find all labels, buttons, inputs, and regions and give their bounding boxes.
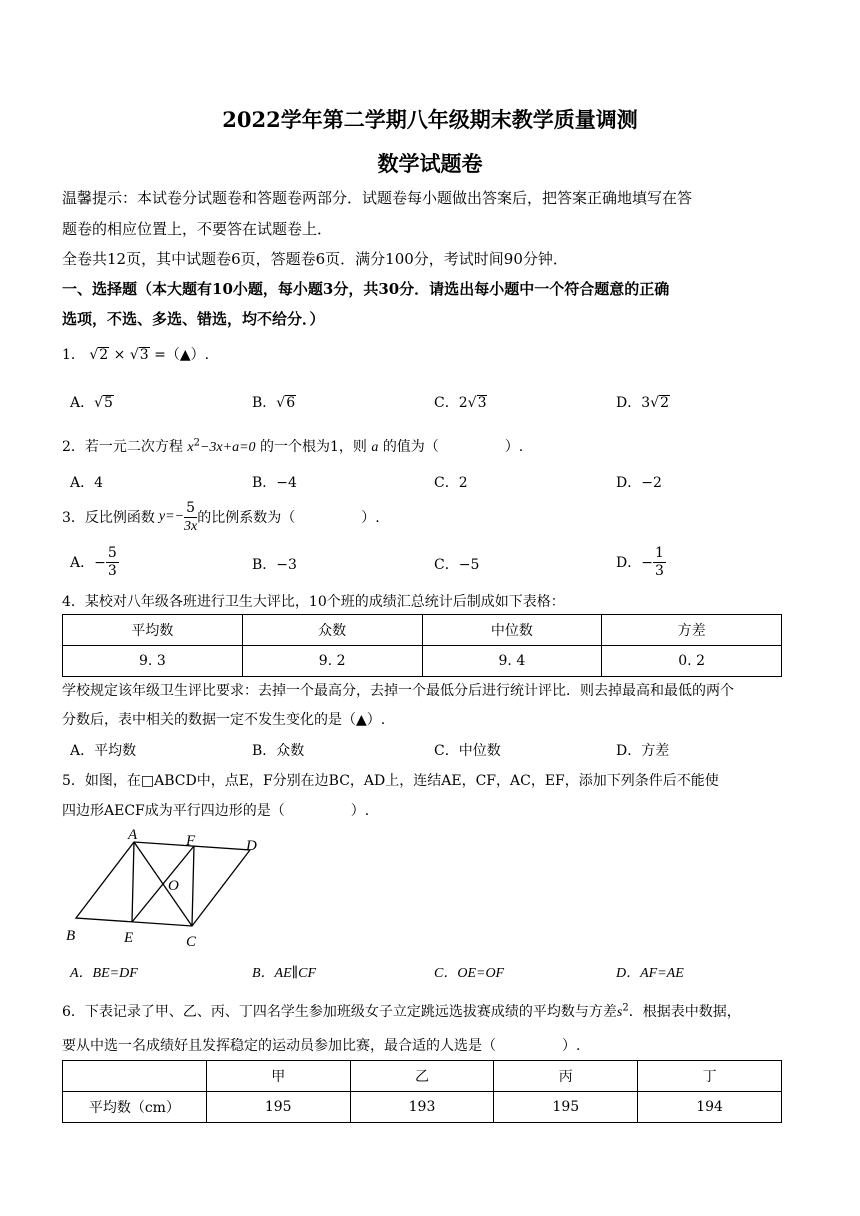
- table-header-cell: [63, 1061, 207, 1092]
- q2-eq-exponent: 2: [193, 437, 200, 449]
- table-cell: 9. 4: [422, 646, 602, 677]
- table-header-row: [63, 1061, 782, 1092]
- fraction-numerator: 5: [107, 544, 117, 561]
- option-label: A．: [70, 395, 95, 411]
- q3-text-a: 反比例函数: [84, 510, 155, 526]
- q2-text-b: 的一个根为1，则: [259, 439, 367, 455]
- q2-number: 2．: [62, 439, 85, 455]
- option-label: B．: [252, 395, 277, 411]
- label-e: E: [124, 930, 134, 946]
- label-d: D: [246, 838, 257, 854]
- q2-close: ）.: [504, 439, 524, 455]
- option-radicand: 5: [104, 395, 113, 411]
- tip-line-1: 温馨提示：本试卷分试题卷和答题卷两部分．试题卷每小题做出答案后，把答案正确地填写在答: [62, 189, 693, 207]
- q1-option-a: A．√5: [70, 395, 113, 411]
- q3-option-b: B．−3: [252, 557, 297, 573]
- fraction-denominator: 3: [107, 562, 117, 579]
- tip-line-2: 题卷的相应位置上，不要答在试题卷上．: [62, 220, 333, 238]
- q5-option-d: D．AF=AE: [616, 966, 684, 981]
- section-heading-line-2: 选项，不选、多选、错选，均不给分．）: [62, 310, 325, 328]
- parallelogram-figure: [60, 828, 280, 952]
- q2-option-b: B．−4: [252, 475, 297, 491]
- q1-option-b: B．√6: [252, 395, 296, 411]
- q4-stats-table: [62, 614, 782, 677]
- q5-option-b: B．AE∥CF: [252, 966, 317, 981]
- option-radicand: 6: [286, 395, 296, 411]
- table-header-cell: 平均数: [63, 615, 243, 646]
- fraction-denominator: 3: [654, 562, 664, 579]
- label-b: B: [66, 928, 76, 944]
- q4-rule-line-2: 分数后，表中相关的数据一定不发生变化的是（▲）.: [62, 712, 386, 728]
- q6-line-1-text-b: ．根据表中数据，: [628, 1004, 741, 1020]
- table-header-cell: 乙: [350, 1061, 494, 1092]
- q4-option-c: C．中位数: [434, 743, 501, 759]
- segment-ef: [132, 846, 194, 922]
- q2-text-c: 的值为（: [382, 439, 439, 455]
- q1-radicand-b: 3: [139, 347, 149, 363]
- question-3: [62, 499, 380, 535]
- q1-times: ×: [113, 347, 126, 363]
- q3-fraction: [184, 500, 197, 535]
- option-label: A．−: [70, 555, 106, 571]
- q5-option-c: C．OE=OF: [434, 966, 505, 981]
- q5-option-a: A．BE=DF: [70, 966, 138, 981]
- option-label: C．: [434, 395, 459, 411]
- table-cell: 195: [494, 1092, 638, 1123]
- q3-lhs: y=−: [158, 509, 185, 524]
- q6-variance-symbol: s: [616, 1005, 623, 1020]
- label-a: A: [128, 828, 138, 843]
- question-6-line-2: [62, 1035, 580, 1055]
- table-cell: 9. 2: [242, 646, 422, 677]
- q5-close: ）.: [350, 803, 370, 819]
- q2-option-d: D．−2: [616, 475, 662, 491]
- question-5-line-1: 5．如图，在□ABCD中，点E，F分别在边BC，AD上，连结AE，CF，AC，EF，添加下列条件后不能使: [62, 773, 719, 789]
- option-fraction: [106, 545, 119, 580]
- q6-close: ）.: [562, 1038, 581, 1054]
- question-2: [62, 436, 523, 456]
- option-coef: 3: [641, 395, 651, 411]
- table-cell: 194: [638, 1092, 782, 1123]
- q2-var-a: a: [371, 440, 379, 455]
- table-cell: 193: [350, 1092, 494, 1123]
- option-coef: 2: [458, 395, 468, 411]
- exam-title: 2022学年第二学期八年级期末教学质量调测: [222, 107, 638, 132]
- q3-option-a: [70, 544, 119, 580]
- q3-fraction-numerator: 5: [186, 499, 196, 516]
- q5-line-2-text: 四边形AECF成为平行四边形的是（: [62, 803, 285, 819]
- q1-radicand-a: 2: [99, 347, 109, 363]
- table-row-label: 平均数（cm）: [63, 1092, 207, 1123]
- q2-eq-x: x: [187, 440, 194, 455]
- q2-option-a: A．4: [70, 475, 104, 491]
- q4-option-a: A．平均数: [70, 743, 137, 759]
- question-4: 4．某校对八年级各班进行卫生大评比，10个班的成绩汇总统计后制成如下表格：: [62, 594, 565, 610]
- table-header-cell: 甲: [206, 1061, 350, 1092]
- table-cell: 9. 3: [63, 646, 243, 677]
- option-fraction: [653, 545, 666, 580]
- q3-close: ）.: [361, 510, 380, 526]
- exam-info: 全卷共12页，其中试题卷6页，答题卷6页．满分100分，考试时间90分钟．: [62, 250, 568, 268]
- q3-number: 3．: [62, 510, 85, 526]
- label-c: C: [186, 934, 197, 950]
- question-1: 1． √2 × √3 =（▲）.: [62, 347, 210, 363]
- q3-option-d: [616, 544, 666, 580]
- q1-option-c: C．2√3: [434, 395, 487, 411]
- segment-cf: [192, 846, 194, 926]
- q1-number: 1．: [62, 347, 85, 363]
- fraction-numerator: 1: [654, 544, 664, 561]
- table-cell: 0. 2: [602, 646, 782, 677]
- label-f: F: [186, 833, 196, 849]
- q6-variance-exponent: 2: [622, 1002, 629, 1014]
- option-label: D．−: [616, 555, 653, 571]
- q4-option-d: D．方差: [616, 743, 670, 759]
- q3-text-b: 的比例系数为（: [197, 510, 296, 526]
- q1-option-d: D．3√2: [616, 395, 669, 411]
- table-header-cell: 丁: [638, 1061, 782, 1092]
- q1-tail: =（▲）.: [154, 347, 210, 363]
- option-radicand: 2: [660, 395, 669, 411]
- q4-option-b: B．众数: [252, 743, 305, 759]
- section-heading-line-1: 一、选择题（本大题有10小题，每小题3分，共30分．请选出每小题中一个符合题意的正确: [62, 280, 670, 298]
- q2-option-c: C．2: [434, 475, 468, 491]
- q2-text-a: 若一元二次方程: [84, 439, 183, 455]
- option-radicand: 3: [477, 395, 487, 411]
- table-header-cell: 方差: [602, 615, 782, 646]
- label-o: O: [168, 878, 179, 894]
- q6-results-table: [62, 1060, 782, 1123]
- q4-rule-line-1: 学校规定该年级卫生评比要求：去掉一个最高分，去掉一个最低分后进行统计评比．则去掉最高和最低的两个: [62, 683, 734, 699]
- exam-subtitle: 数学试题卷: [377, 151, 483, 176]
- table-row: [63, 1092, 782, 1123]
- q3-fraction-denominator: 3x: [184, 518, 198, 534]
- table-cell: 195: [206, 1092, 350, 1123]
- option-label: D．: [616, 395, 642, 411]
- segment-ae: [132, 842, 134, 922]
- q2-eq-rest: −3x+a=0: [199, 440, 256, 455]
- question-6-line-1: [62, 1001, 741, 1021]
- table-header-cell: 众数: [242, 615, 422, 646]
- question-5-line-2: [62, 800, 369, 820]
- q6-line-2-text: 要从中选一名成绩好且发挥稳定的运动员参加比赛，最合适的人选是（: [62, 1038, 496, 1054]
- q3-option-c: C．−5: [434, 557, 480, 573]
- table-header-row: [63, 615, 782, 646]
- table-header-cell: 丙: [494, 1061, 638, 1092]
- q6-line-1-text-a: 6．下表记录了甲、乙、丙、丁四名学生参加班级女子立定跳远选拔赛成绩的平均数与方差: [62, 1004, 617, 1020]
- table-header-cell: 中位数: [422, 615, 602, 646]
- table-row: [63, 646, 782, 677]
